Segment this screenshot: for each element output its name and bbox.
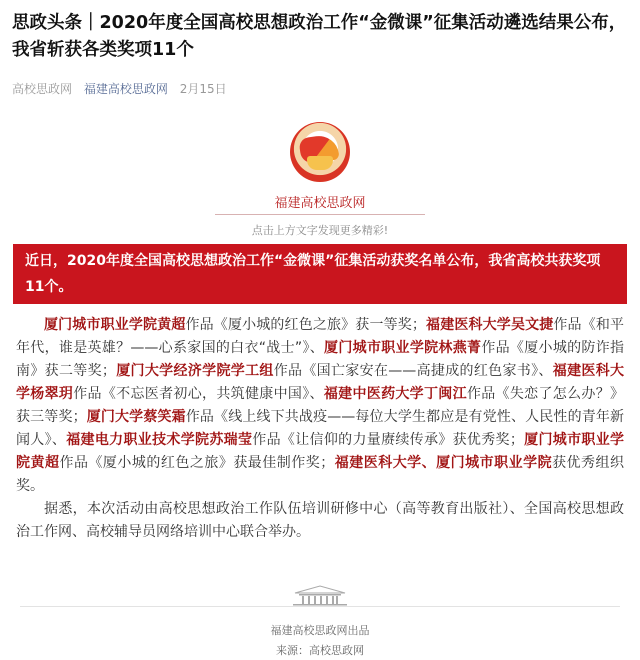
award-text: 作品《国亡家安在——高捷成的红色家书》、: [273, 363, 553, 379]
winner-name: 福建医科大学杨翠玥: [16, 363, 625, 402]
award-text: 作品《和平年代，谁是英雄？——心系家国的白衣“战士”》、: [16, 317, 625, 356]
building-icon: [287, 584, 353, 606]
headline-banner: 近日，2020年度全国高校思想政治工作“金微课”征集活动获奖名单公布，我省高校共获奖项11个。: [13, 244, 627, 304]
winner-name: 厦门大学经济学院学工组: [115, 363, 274, 379]
logo-account-name[interactable]: 福建高校思政网: [274, 196, 366, 211]
account-name-link[interactable]: 福建高校思政网: [83, 82, 168, 96]
winner-name: 福建中医药大学丁闽江: [323, 386, 467, 402]
article-meta: [12, 80, 235, 97]
winner-name: 厦门城市职业学院林燕菁: [324, 340, 482, 356]
footer-divider: [20, 606, 620, 607]
award-text: 作品《不忘医者初心，共筑健康中国》、: [73, 386, 324, 402]
winner-name: 厦门大学蔡笑霜: [86, 409, 186, 425]
account-logo-area: [0, 122, 640, 182]
book-icon: [307, 156, 333, 170]
award-text: 获优秀组织奖。: [16, 455, 625, 494]
article-body: [16, 314, 624, 544]
award-text: 作品《厦小城的红色之旅》获最佳制作奖；: [59, 455, 335, 471]
winner-name: 福建医科大学、厦门城市职业学院: [334, 455, 553, 471]
winner-name: 福建电力职业技术学院苏瑞莹: [66, 432, 253, 448]
award-text: 作品《失恋了怎么办？》获三等奖；: [16, 386, 625, 425]
winner-name: 厦门城市职业学院黄超: [16, 432, 625, 471]
winner-name: 厦门城市职业学院黄超: [44, 317, 186, 333]
winner-name: 福建医科大学吴文捷: [425, 317, 554, 333]
account-logo[interactable]: [290, 122, 350, 182]
source-label: 高校思政网: [12, 82, 73, 96]
publish-date: 2月15日: [179, 82, 227, 96]
award-paragraph: [16, 314, 624, 498]
award-text: 作品《厦小城的红色之旅》获一等奖；: [185, 317, 426, 333]
follow-hint: 点击上方文字发现更多精彩!: [251, 224, 389, 237]
footer-source: 来源：高校思政网: [276, 644, 364, 657]
award-text: 作品《让信仰的力量赓续传承》获优秀奖；: [252, 432, 524, 448]
award-text: 作品《厦小城的防诈指南》获二等奖；: [16, 340, 625, 379]
organizer-paragraph: 据悉，本次活动由高校思想政治工作队伍培训研修中心（高等教育出版社）、全国高校思想政治工作网、高校辅导员网络培训中心联合举办。: [16, 501, 624, 540]
divider: [215, 214, 425, 215]
award-text: 作品《线上线下共战疫——每位大学生都应是有党性、人民性的青年新闻人》、: [16, 409, 625, 448]
footer-producer: 福建高校思政网出品: [270, 624, 370, 637]
article-title: 思政头条｜2020年度全国高校思想政治工作“金微课”征集活动遴选结果公布，我省斩获各类奖项11个: [12, 13, 627, 60]
